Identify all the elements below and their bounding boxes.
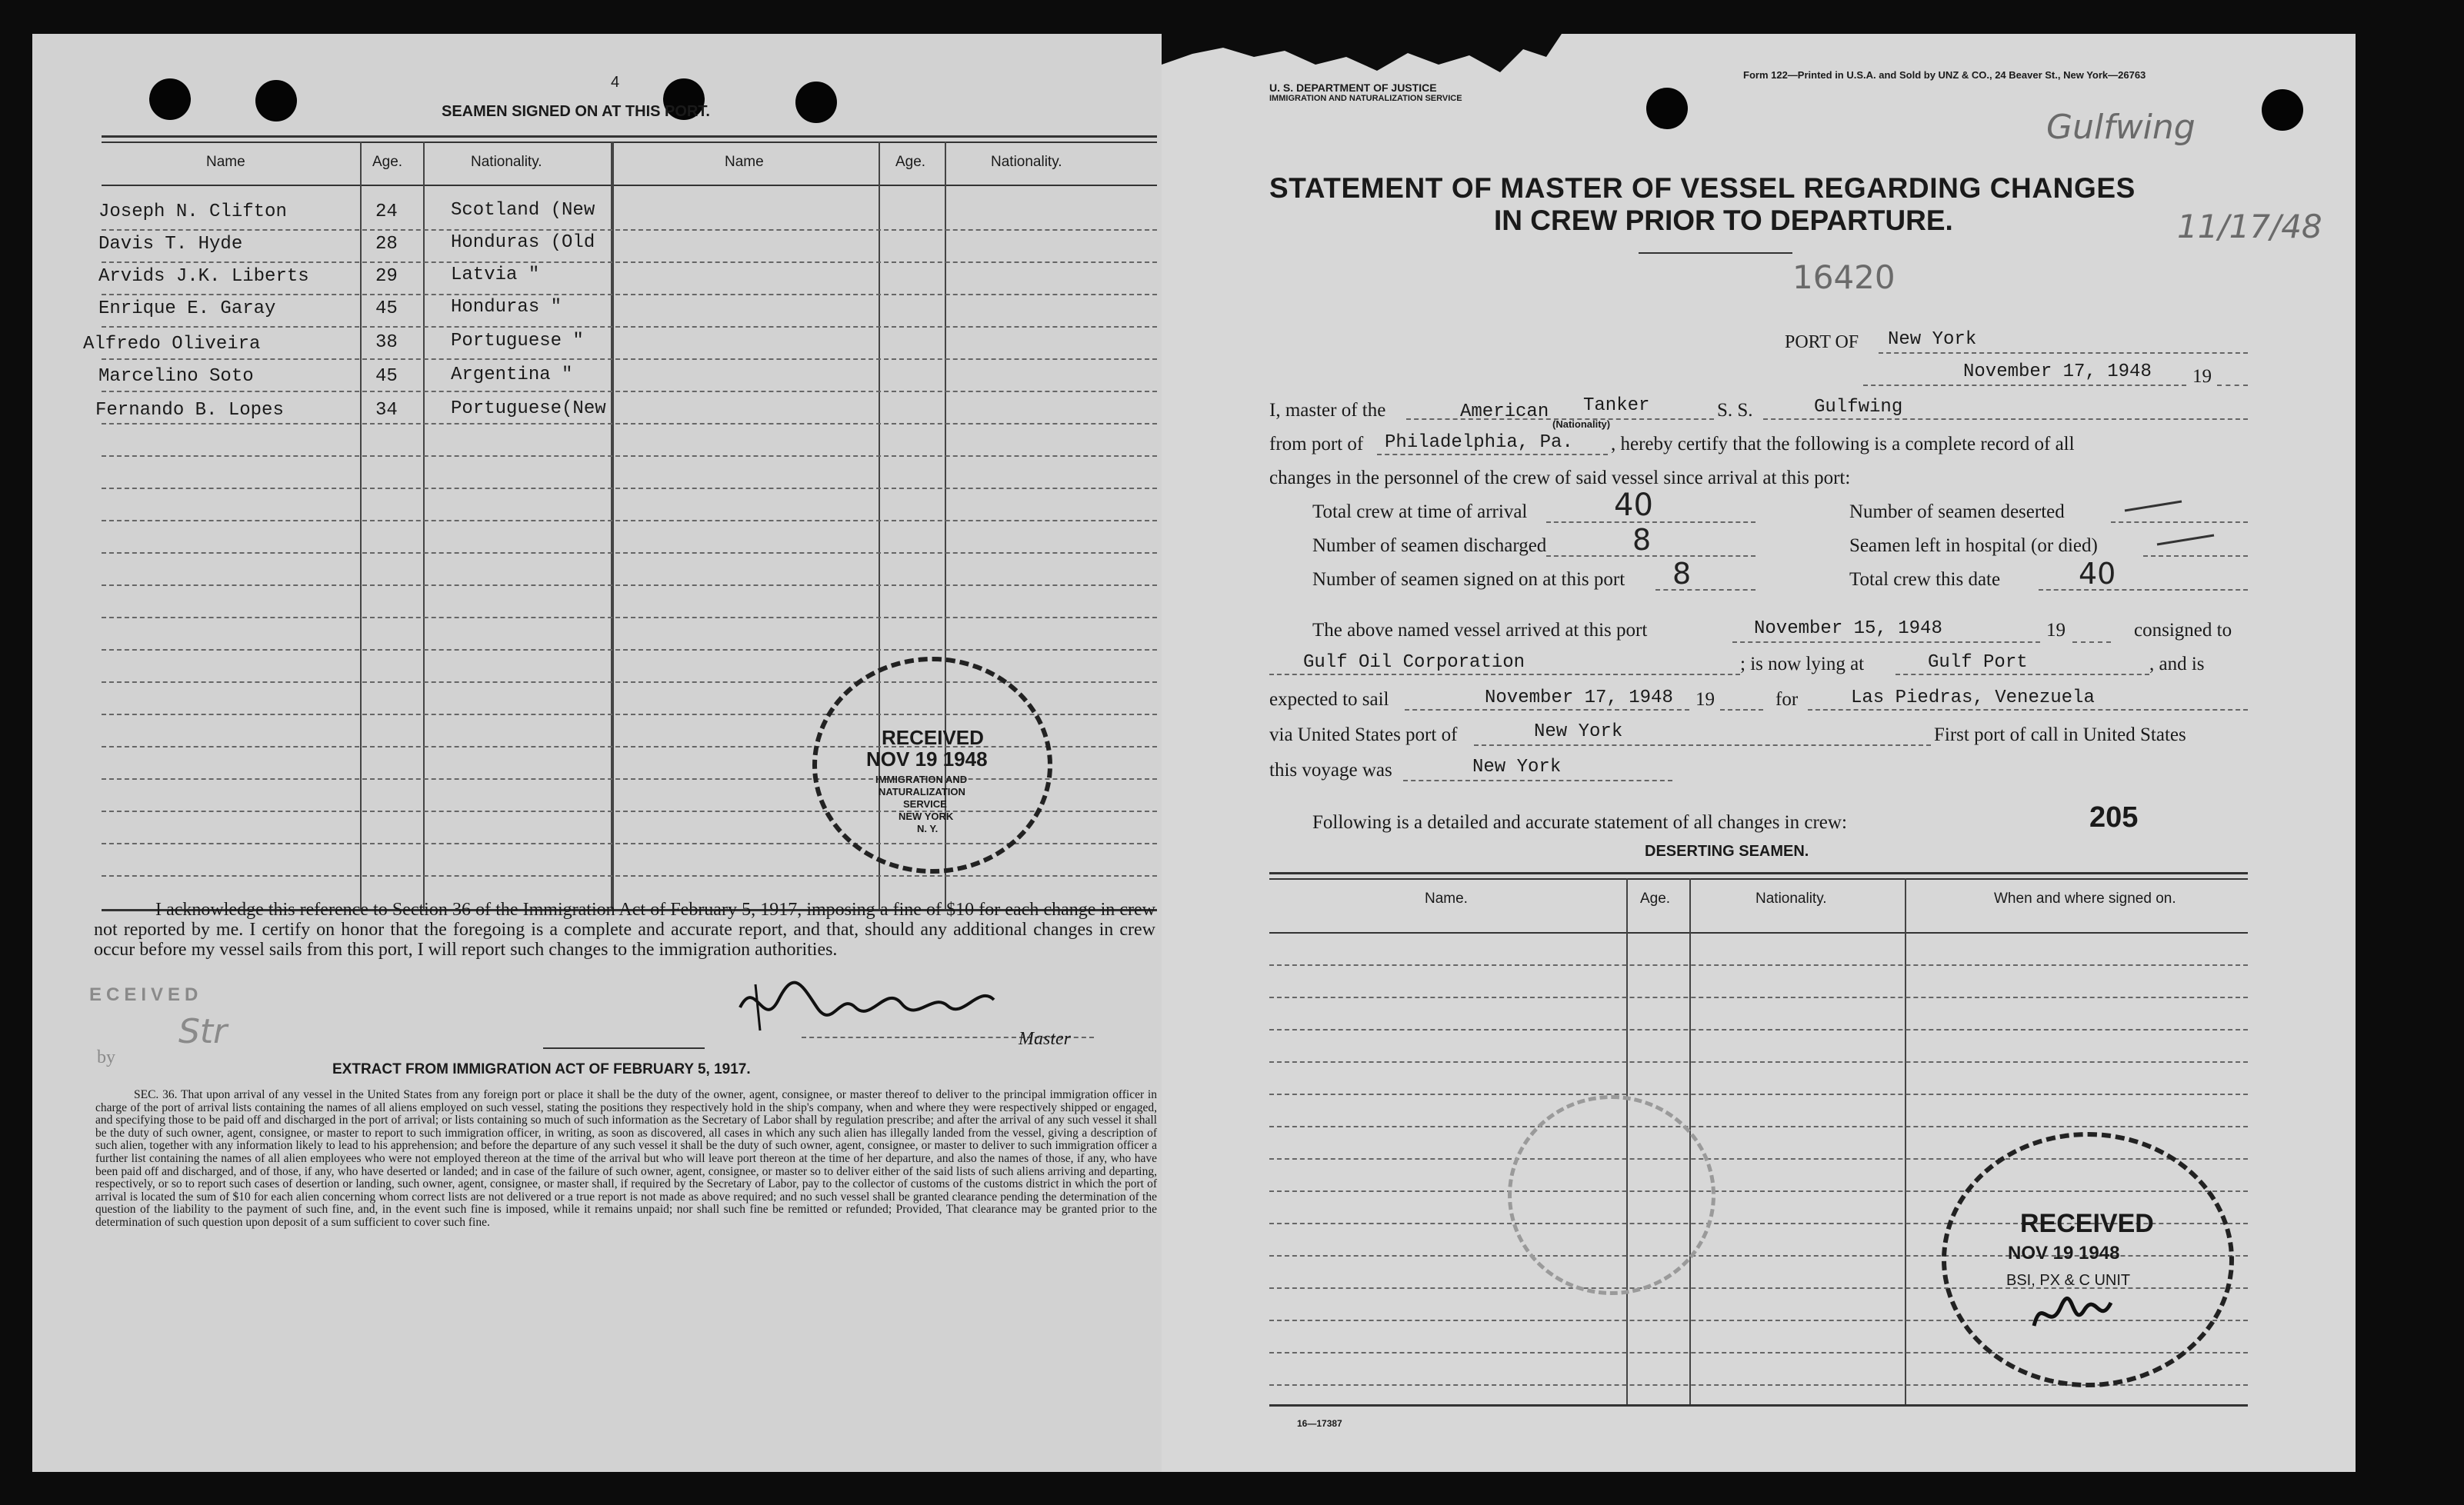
seaman-nationality: Latvia " [451,265,540,285]
total-date-value: 40 [2079,557,2116,591]
desert-col-age: Age. [1640,891,1671,907]
desert-col-nationality: Nationality. [1755,891,1827,907]
field-line [2143,555,2248,557]
seaman-nationality: Honduras (Old [451,232,595,253]
seaman-nationality: Scotland (New [451,200,595,221]
section-36-text: SEC. 36. That upon arrival of any vessel in the United States from any foreign port or place it shall be the duty of the owner, agent, consignee, or master thereof to deliver to the principal immigration officer in charge of the port of arrival lists containing the names of all aliens employed on such vessel, stating the positions they respectively hold in the ship's company, when and where they were respectively shipped or engaged, and specifying those to be paid off and discharged in the port of arrival; or lists containing so much of such information as the Secretary of Labor shall by regulation prescribe; and after the arrival of any such vessel it shall be the duty of such owner, agent, consignee, or master to report to such immigration officer, in writing, as soon as discovered, all cases in which any such alien has illegally landed from the vessel, giving a description of such alien, together with any information likely to lead to his apprehension; and before the departure of any such vessel it shall be the duty of such owner, agent, consignee, or master to deliver to such immigration officer a further list containing the names of all alien employees who were not employed thereon at the time of the arrival but who will leave port thereon at the time of her departure, and also the names of those, if any, who have been paid off and discharged, and of those, if any, who have deserted or landed; and in case of the failure of such owner, agent, consignee, or master so to deliver either of the said lists of such aliens arriving and departing, respectively, or so to report such cases of desertion or landing, such owner, agent, consignee, or master shall, if required by the Secretary of Labor, pay to the collector of customs of the customs district in which the port of arrival is located the sum of $10 for each alien concerning whom correct lists are not delivered or a true report is not made as above required; and no such vessel shall be granted clearance pending the determination of the question of the liability to the payment of such fine, and, in the event such fine is imposed, while it remains unpaid; nor shall such fine be remitted or refunded; Provided, That clearance may be granted prior to the determination of such question upon deposit of a sum sufficient to cover such fine. [95,1088,1157,1229]
field-line [2039,589,2248,591]
seaman-name: Davis T. Hyde [98,234,243,255]
following-label: Following is a detailed and accurate statement of all changes in crew: [1312,812,1847,833]
from-port-label: from port of [1269,434,1364,454]
year-suffix: 19 [1695,689,1715,710]
col-header-age-2: Age. [895,154,926,170]
footer-code: 16—17387 [1297,1418,1342,1429]
right-page [1162,34,2356,1472]
desert-col-signed-on: When and where signed on. [1994,891,2176,907]
handwritten-date: 11/17/48 [2177,208,2322,245]
seaman-nationality: Portuguese " [451,331,584,351]
seaman-age: 29 [375,266,398,287]
consigned-label: consigned to [2134,620,2232,641]
total-arrival-value: 40 [1614,488,1653,523]
torn-edge [1162,34,1562,118]
field-line [1474,744,1931,746]
nationality-caption: (Nationality) [1552,418,1611,430]
expected-label: expected to sail [1269,689,1389,710]
seaman-nationality: Argentina " [451,365,573,385]
field-line [1655,589,1755,591]
arrived-label: The above named vessel arrived at this port [1312,620,1648,641]
punch-hole [795,82,837,123]
seaman-age: 45 [375,366,398,387]
table-header-rule [102,185,1157,186]
field-line [1269,674,1740,675]
port-of-label: PORT OF [1785,332,1859,352]
field-line [2072,641,2111,643]
service-line: IMMIGRATION AND NATURALIZATION SERVICE [1269,94,1462,103]
consignee: Gulf Oil Corporation [1303,652,1525,673]
col-header-nationality-2: Nationality. [991,154,1062,170]
field-line [1377,454,1608,455]
master-signature [732,961,1009,1046]
from-port-value: Philadelphia, Pa. [1385,432,1573,453]
deserting-title: DESERTING SEAMEN. [1645,843,1809,860]
desert-col-name: Name. [1425,891,1468,907]
via-label: via United States port of [1269,724,1458,745]
seaman-name: Enrique E. Garay [98,298,276,319]
first-port-label: First port of call in United States [1934,724,2186,745]
port-of-value: New York [1888,329,1977,350]
field-line [1546,555,1755,557]
page-number: 4 [611,74,620,91]
initials: Str [178,1012,228,1051]
table-top-rule [102,142,1157,143]
field-line [2111,521,2248,523]
lying-at: Gulf Port [1928,652,2028,673]
field-line [1405,709,1689,711]
seaman-age: 24 [375,201,398,222]
signed-on-label: Number of seamen signed on at this port [1312,569,1625,590]
punch-hole [2262,89,2303,131]
ss-label: S. S. [1717,400,1753,421]
seaman-age: 34 [375,400,398,421]
master-label: Master [1019,1029,1071,1049]
seaman-name: Arvids J.K. Liberts [98,266,309,287]
form-title: STATEMENT OF MASTER OF VESSEL REGARDING CHANGES [1269,172,2136,204]
acknowledgement-text: I acknowledge this reference to Section 36 of the Immigration Act of February 5, 1917, imposing a fine of $10 for each change in crew not reported by me. I certify on honor that the foregoing is a complete and accurate report, and that, should any additional changes in crew occur before my vessel sails from this port, I will report such changes to the immigration authorities. [94,900,1155,960]
punch-hole [149,78,191,120]
handwritten-file-number: 16420 [1792,258,1896,296]
form-note: Form 122—Printed in U.S.A. and Sold by UNZ & CO., 24 Beaver St., New York—26763 [1743,69,2146,81]
extract-rule [543,1047,705,1049]
extract-title: EXTRACT FROM IMMIGRATION ACT OF FEBRUARY 5, 1917. [332,1061,751,1077]
received-partial-stamp: ECEIVED [89,984,203,1005]
seaman-nationality: Honduras " [451,297,562,318]
seaman-name: Alfredo Oliveira [83,334,261,355]
left-page [32,34,1162,1472]
seaman-age: 38 [375,332,398,353]
field-line [1763,418,2248,420]
seaman-name: Marcelino Soto [98,366,254,387]
by-label: by [97,1047,115,1067]
discharged-value: 8 [1632,523,1652,557]
column-divider [360,142,362,911]
table-top-rule [1269,878,2248,880]
nil-mark [2156,532,2217,548]
table-bottom-rule [1269,1404,2248,1407]
seaman-age: 28 [375,234,398,255]
seaman-name: Fernando B. Lopes [95,400,284,421]
arrived-date: November 15, 1948 [1754,618,1942,639]
field-line [1732,641,2040,643]
vessel-type: Tanker [1583,395,1650,416]
page-mark: 205 [2089,801,2139,834]
field-line [1879,352,2248,354]
col-header-name: Name [206,154,245,170]
master-of-label: I, master of the [1269,400,1386,421]
field-line [2217,385,2248,386]
field-line [1863,385,2186,386]
nationality-value: American [1460,401,1549,422]
table-header-rule [1269,932,2248,934]
certify-text: , hereby certify that the following is a complete record of all [1611,434,2075,454]
seaman-nationality: Portuguese(New [451,398,606,419]
table-top-rule [102,135,1157,138]
total-date-label: Total crew this date [1849,569,2001,590]
nil-mark [2123,498,2185,514]
hospital-label: Seamen left in hospital (or died) [1849,535,2098,556]
faint-stamp [1508,1095,1715,1295]
for-label: for [1775,689,1799,710]
column-divider [423,142,425,911]
field-line [1403,780,1672,781]
total-arrival-label: Total crew at time of arrival [1312,501,1528,522]
ship-name: Gulfwing [1814,397,1903,418]
punch-hole [1646,88,1688,129]
table-top-rule [1269,872,2248,874]
via-port: New York [1534,721,1623,742]
seaman-age: 45 [375,298,398,319]
col-header-nationality: Nationality. [471,154,542,170]
date-value: November 17, 1948 [1963,361,2152,382]
column-divider [611,142,614,911]
col-header-age: Age. [372,154,403,170]
year-suffix: 19 [2046,620,2066,641]
handwritten-ship-name: Gulfwing [2046,108,2196,147]
voyage-port: New York [1472,757,1562,777]
signed-on-value: 8 [1672,557,1692,591]
certify-text-2: changes in the personnel of the crew of said vessel since arrival at this port: [1269,468,1851,488]
stamp-initials [2026,1287,2126,1341]
year-suffix: 19 [2192,366,2212,387]
field-line [1808,709,2248,711]
column-divider [1905,878,1906,1406]
title-rule [1639,252,1792,254]
col-header-name-2: Name [725,154,764,170]
voyage-label: this voyage was [1269,760,1392,781]
field-line [1720,709,1763,711]
received-stamp: RECEIVED NOV 19 1948 IMMIGRATION AND NATURALIZATION SERVICE NEW YORK N. Y. [812,657,1052,874]
destination: Las Piedras, Venezuela [1851,688,2095,708]
discharged-label: Number of seamen discharged [1312,535,1547,556]
received-stamp: RECEIVED NOV 19 1948 BSI, PX & C UNIT [1942,1132,2234,1387]
seaman-name: Joseph N. Clifton [98,201,287,222]
expected-date: November 17, 1948 [1485,688,1673,708]
lying-label: ; is now lying at [1740,654,1865,674]
and-is-label: , and is [2149,654,2205,674]
section-title: SEAMEN SIGNED ON AT THIS PORT. [442,103,710,120]
punch-hole [255,80,297,122]
department-line: U. S. DEPARTMENT OF JUSTICE [1269,82,1437,94]
deserted-label: Number of seamen deserted [1849,501,2065,522]
field-line [1896,674,2149,675]
form-title-2: IN CREW PRIOR TO DEPARTURE. [1494,205,1953,236]
